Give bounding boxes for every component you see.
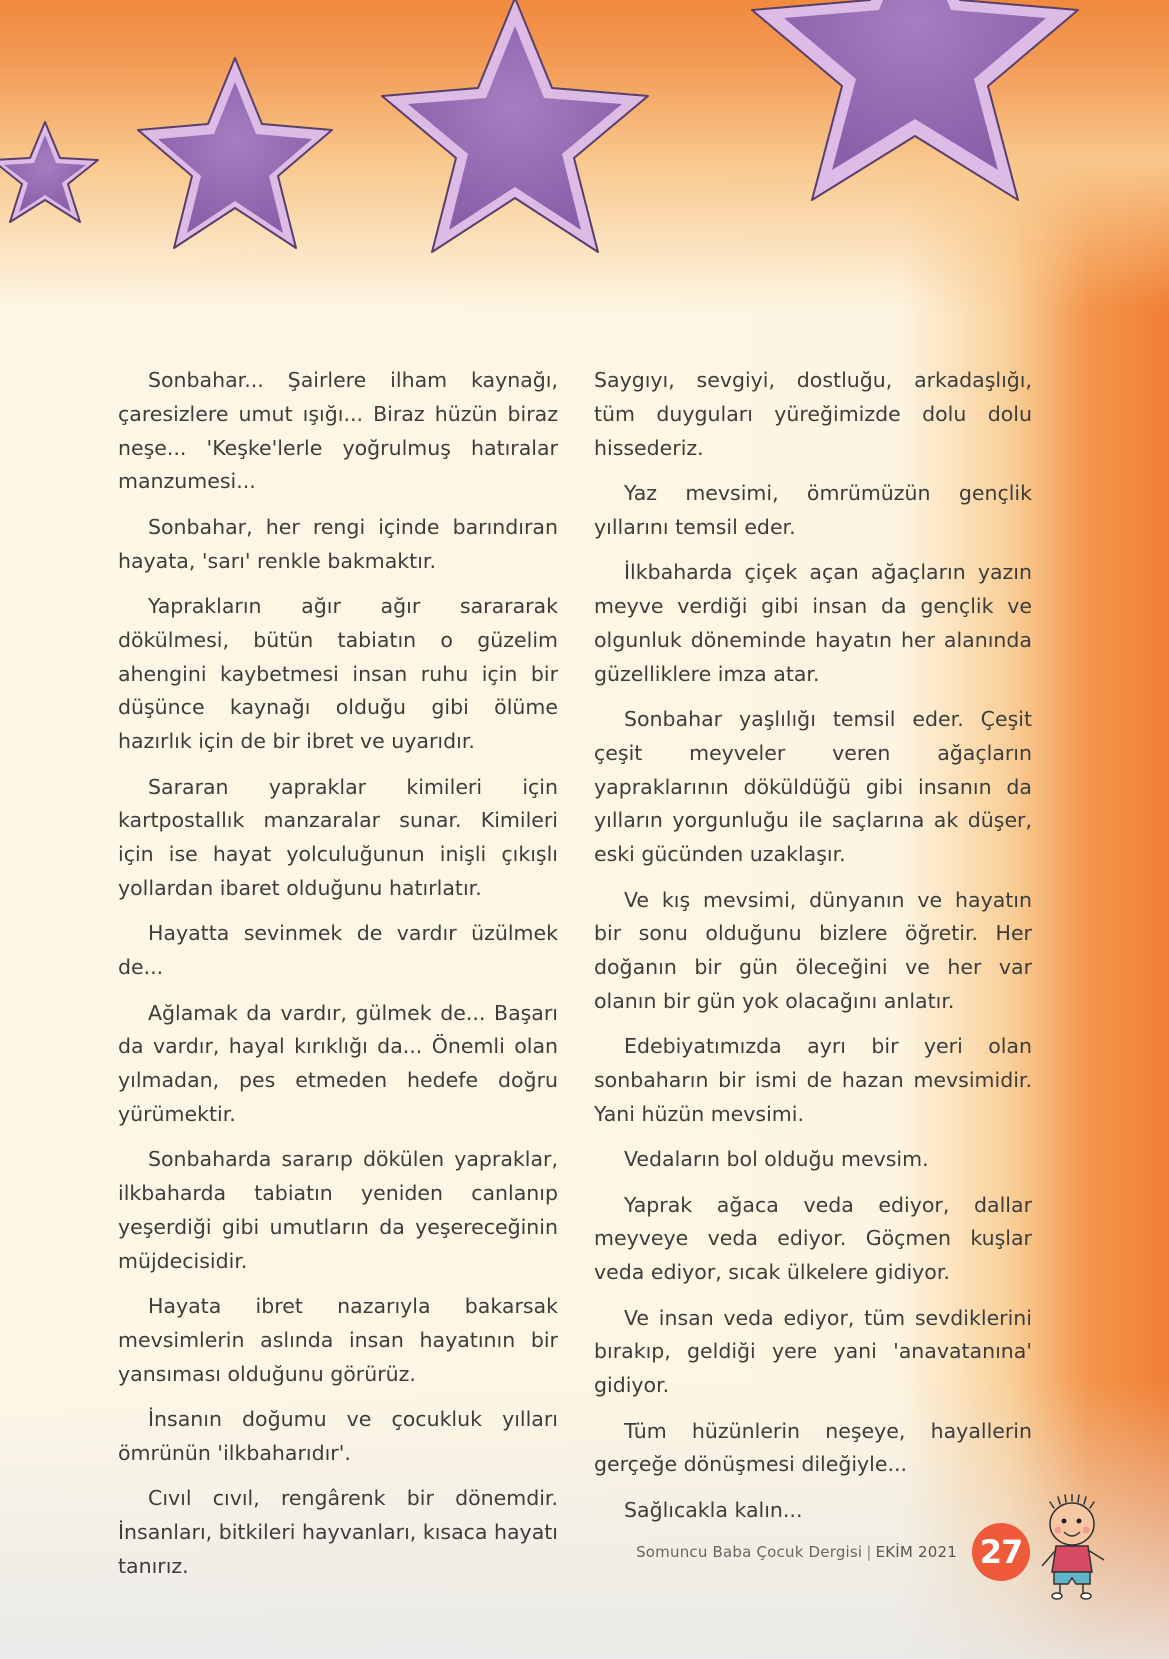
paragraph: Sonbahar yaşlılığı temsil eder. Çeşit çeşit meyveler veren ağaçların yapraklarının döküldüğü gibi insanın da yılların yorgunluğu ile saçlarına ak düşer, eski gücünden uzaklaşır. (594, 706, 1032, 867)
issue-date: EKİM 2021 (875, 1543, 957, 1561)
paragraph: Yaz mevsimi, ömrümüzün gençlik yıllarını temsil eder. (594, 480, 1032, 539)
paragraph: Yaprak ağaca veda ediyor, dallar meyveye veda ediyor. Göçmen kuşlar veda ediyor, sıcak ülkelere gidiyor. (594, 1192, 1032, 1285)
paragraph: Sonbahar... Şairlere ilham kaynağı, çaresizlere umut ışığı... Biraz hüzün biraz neşe... 'Keşke'lerle yoğrulmuş hatıralar manzumesi... (118, 368, 558, 494)
paragraph: Ve kış mevsimi, dünyanın ve hayatın bir sonu olduğunu bizlere öğretir. Her doğanın bir gün öleceğini ve her var olanın bir gün yok olacağını anlatır. (594, 887, 1032, 1013)
paragraph: Yaprakların ağır ağır sarararak dökülmesi, bütün tabiatın o güzelim ahengini kaybetmesi insan ruhu için bir düşünce kaynağı olduğu gibi ölüme hazırlık için de bir ibret ve uyarıdır. (118, 593, 558, 754)
paragraph: Ağlamak da vardır, gülmek de... Başarı da vardır, hayal kırıklığı da... Önemli olan yılmadan, pes etmeden hedefe doğru yürümektir. (118, 1000, 558, 1126)
paragraph: Vedaların bol olduğu mevsim. (624, 1147, 929, 1172)
article-left-column (118, 364, 558, 1595)
star-icon (752, 0, 1078, 200)
article-right-column (594, 364, 1032, 1539)
page-footer (600, 1543, 957, 1561)
child-mascot-icon (1020, 1494, 1130, 1604)
paragraph: Hayata ibret nazarıyla bakarsak mevsimlerin aslında insan hayatının bir yansıması olduğunu görürüz. (118, 1294, 558, 1386)
paragraph: Sonbaharda sararıp dökülen yapraklar, ilkbaharda tabiatın yeniden canlanıp yeşerdiği gibi umutların da yeşereceğinin müjdecisidir. (118, 1147, 558, 1273)
star-icon (0, 122, 98, 222)
paragraph: Sağlıcakla kalın... (624, 1497, 803, 1522)
paragraph: Sonbahar, her rengi içinde barındıran hayata, 'sarı' renkle bakmaktır. (118, 514, 558, 573)
paragraph: Sararan yapraklar kimileri için kartpostallık manzaralar sunar. Kimileri için ise hayat yolculuğunun inişli çıkışlı yollardan ibaret olduğunu hatırlatır. (118, 774, 558, 900)
paragraph: Edebiyatımızda ayrı bir yeri olan sonbaharın bir ismi de hazan mevsimidir. Yani hüzün mevsimi. (594, 1034, 1032, 1126)
star-icon (382, 0, 648, 252)
magazine-name: Somuncu Baba Çocuk Dergisi (636, 1543, 863, 1561)
paragraph: İnsanın doğumu ve çocukluk yılları ömrünün 'ilkbaharıdır'. (118, 1407, 558, 1465)
page-number: 27 (972, 1523, 1030, 1581)
paragraph: İlkbaharda çiçek açan ağaçların yazın meyve verdiği gibi insan da gençlik ve olgunluk döneminde hayatın her alanında güzelliklere imza atar. (594, 560, 1032, 686)
paragraph: Ve insan veda ediyor, tüm sevdiklerini bırakıp, geldiği yere yani 'anavatanına' gidiyor. (594, 1305, 1032, 1398)
paragraph: Cıvıl cıvıl, rengârenk bir dönemdir. İnsanları, bitkileri hayvanları, kısaca hayatı tanırız. (118, 1486, 558, 1578)
paragraph: Hayatta sevinmek de vardır üzülmek de... (118, 921, 558, 980)
paragraph: Tüm hüzünlerin neşeye, hayallerin gerçeğe dönüşmesi dileğiyle... (594, 1418, 1032, 1477)
star-icon (138, 58, 332, 248)
paragraph: Saygıyı, sevgiyi, dostluğu, arkadaşlığı, tüm duyguları yüreğimizde dolu dolu hissederiz. (594, 368, 1032, 460)
decorative-stars (0, 0, 1169, 290)
footer-separator: | (866, 1543, 872, 1561)
